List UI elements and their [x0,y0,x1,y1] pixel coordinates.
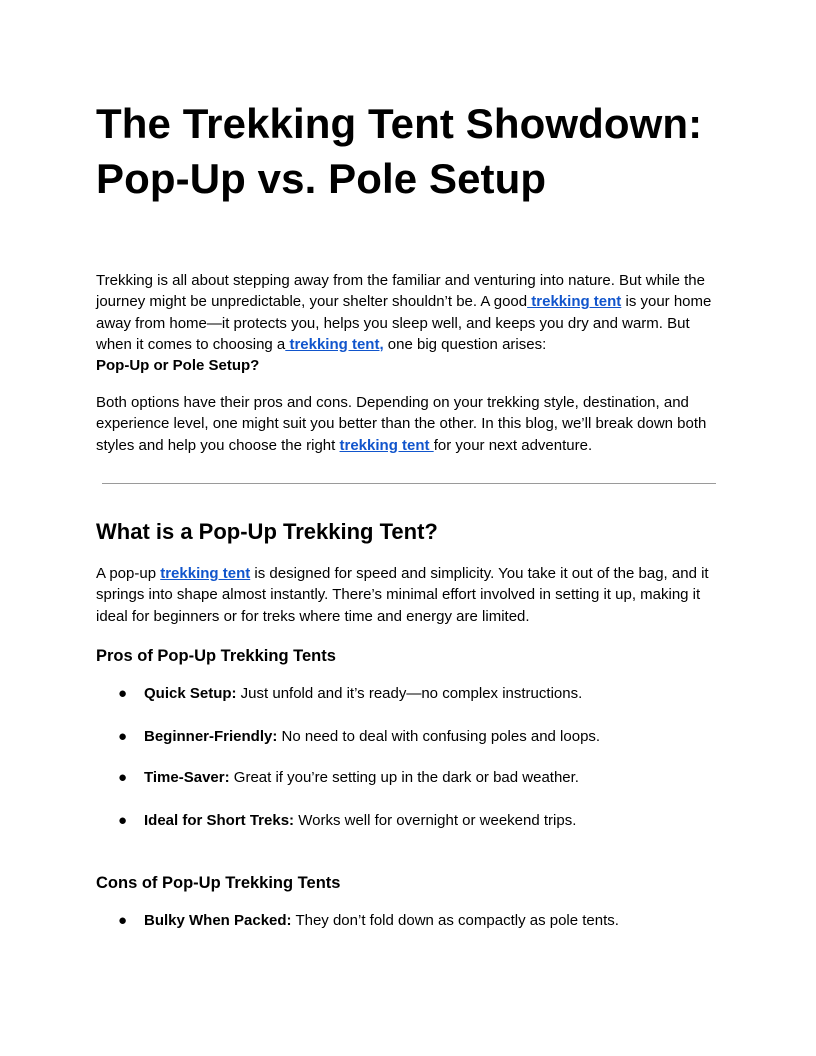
pros-heading: Pros of Pop-Up Trekking Tents [96,647,336,665]
trekking-tent-link-2[interactable]: trekking tent, [285,335,384,353]
intro-question: Pop-Up or Pole Setup? [96,357,260,375]
section-heading-pop-up: What is a Pop-Up Trekking Tent? [96,519,438,544]
page-title [96,96,722,206]
bullet-icon: ● [118,812,128,829]
intro-paragraph-1: Trekking is all about stepping away from the familiar and venturing into nature. But while the journey might be unpredictable, your shelter shouldn’t be. A good trekking tent is your home away from home—it protects you, helps you sleep well, and keeps you dry and warm. But when it comes to choosing a trekking tent, one big question arises: Pop-Up or Pole Setup? [96,272,712,375]
title-line-1: The Trekking Tent Showdown: [96,100,703,147]
trekking-tent-link-4[interactable]: trekking tent [160,565,251,582]
title-line-2: Pop-Up vs. Pole Setup [96,155,547,202]
bullet-icon: ● [118,728,128,745]
trekking-tent-link-1[interactable]: trekking tent [527,293,622,311]
bullet-icon: ● [118,912,128,929]
bullet-icon: ● [118,769,128,786]
intro-paragraph-2: Both options have their pros and cons. Depending on your trekking style, destination, and experience level, one might suit you better than the other. In this blog, we’ll break down both styles and help you choose the right trekking tent for your next adventure. [96,394,707,454]
bullet-icon: ● [118,685,128,702]
trekking-tent-link-3[interactable]: trekking tent [339,436,434,454]
cons-heading: Cons of Pop-Up Trekking Tents [96,874,341,892]
pop-up-description: A pop-up trekking tent is designed for speed and simplicity. You take it out of the bag, and it springs into shape almost instantly. There’s minimal effort involved in setting it up, making it ideal for beginners or for treks where time and energy are limited. [96,565,709,625]
horizontal-divider [102,483,716,484]
